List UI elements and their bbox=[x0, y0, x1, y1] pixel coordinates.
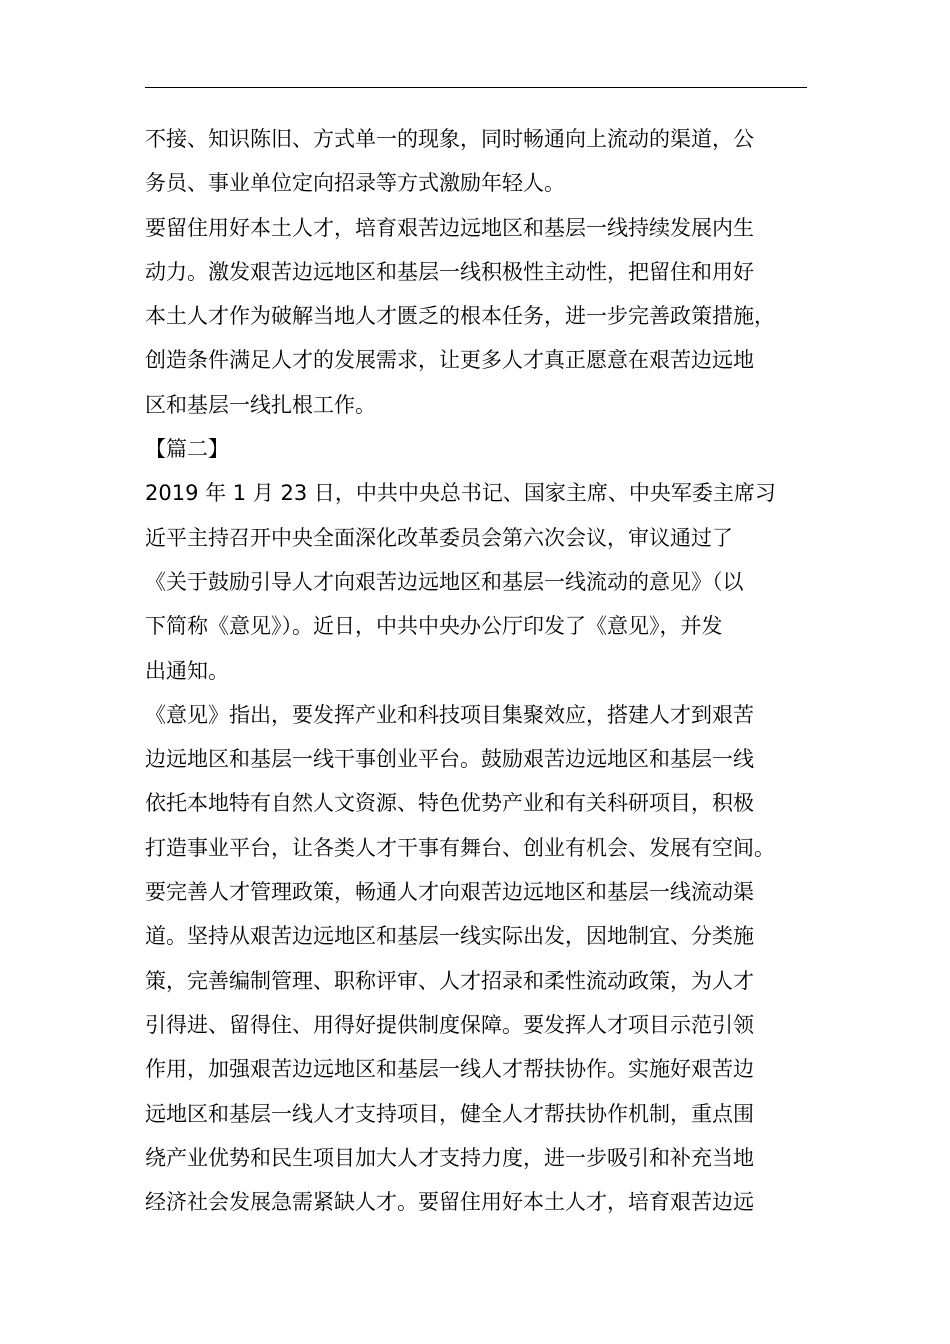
text-line: 出通知。 bbox=[145, 658, 229, 683]
text-line: 近平主持召开中央全面深化改革委员会第六次会议，审议通过了 bbox=[145, 525, 733, 550]
text-line: 要留住用好本土人才，培育艰苦边远地区和基层一线持续发展内生 bbox=[145, 215, 754, 240]
text-line: 绕产业优势和民生项目加大人才支持力度，进一步吸引和补充当地 bbox=[145, 1145, 754, 1170]
header-rule bbox=[145, 87, 807, 88]
text-line: 边远地区和基层一线干事创业平台。鼓励艰苦边远地区和基层一线 bbox=[145, 747, 754, 772]
text-line: 《意见》指出，要发挥产业和科技项目集聚效应，搭建人才到艰苦 bbox=[145, 702, 754, 727]
text-line: 2019 年 1 月 23 日，中共中央总书记、国家主席、中央军委主席习 bbox=[145, 481, 776, 506]
section-heading: 【篇二】 bbox=[145, 437, 229, 462]
text-line: 要完善人才管理政策，畅通人才向艰苦边远地区和基层一线流动渠 bbox=[145, 880, 754, 905]
text-line: 经济社会发展急需紧缺人才。要留住用好本土人才，培育艰苦边远 bbox=[145, 1190, 754, 1215]
text-line: 远地区和基层一线人才支持项目，健全人才帮扶协作机制，重点围 bbox=[145, 1101, 754, 1126]
body-text bbox=[145, 117, 820, 1224]
text-line: 打造事业平台，让各类人才干事有舞台、创业有机会、发展有空间。 bbox=[145, 835, 775, 860]
text-line: 动力。激发艰苦边远地区和基层一线积极性主动性，把留住和用好 bbox=[145, 259, 754, 284]
text-line: 区和基层一线扎根工作。 bbox=[145, 392, 376, 417]
text-line: 作用，加强艰苦边远地区和基层一线人才帮扶协作。实施好艰苦边 bbox=[145, 1057, 754, 1082]
text-line: 引得进、留得住、用得好提供制度保障。要发挥人才项目示范引领 bbox=[145, 1012, 754, 1037]
text-line: 道。坚持从艰苦边远地区和基层一线实际出发，因地制宜、分类施 bbox=[145, 924, 754, 949]
text-line: 下简称《意见》）。近日，中共中央办公厅印发了《意见》，并发 bbox=[145, 614, 723, 639]
text-line: 不接、知识陈旧、方式单一的现象，同时畅通向上流动的渠道，公 bbox=[145, 127, 754, 151]
text-line: 依托本地特有自然人文资源、特色优势产业和有关科研项目，积极 bbox=[145, 791, 754, 816]
text-line: 务员、事业单位定向招录等方式激励年轻人。 bbox=[145, 171, 565, 196]
text-line: 《关于鼓励引导人才向艰苦边远地区和基层一线流动的意见》（以 bbox=[145, 569, 744, 594]
text-line: 本土人才作为破解当地人才匮乏的根本任务，进一步完善政策措施， bbox=[145, 304, 775, 329]
text-line: 策，完善编制管理、职称评审、人才招录和柔性流动政策，为人才 bbox=[145, 968, 754, 993]
text-line: 创造条件满足人才的发展需求，让更多人才真正愿意在艰苦边远地 bbox=[145, 348, 754, 373]
